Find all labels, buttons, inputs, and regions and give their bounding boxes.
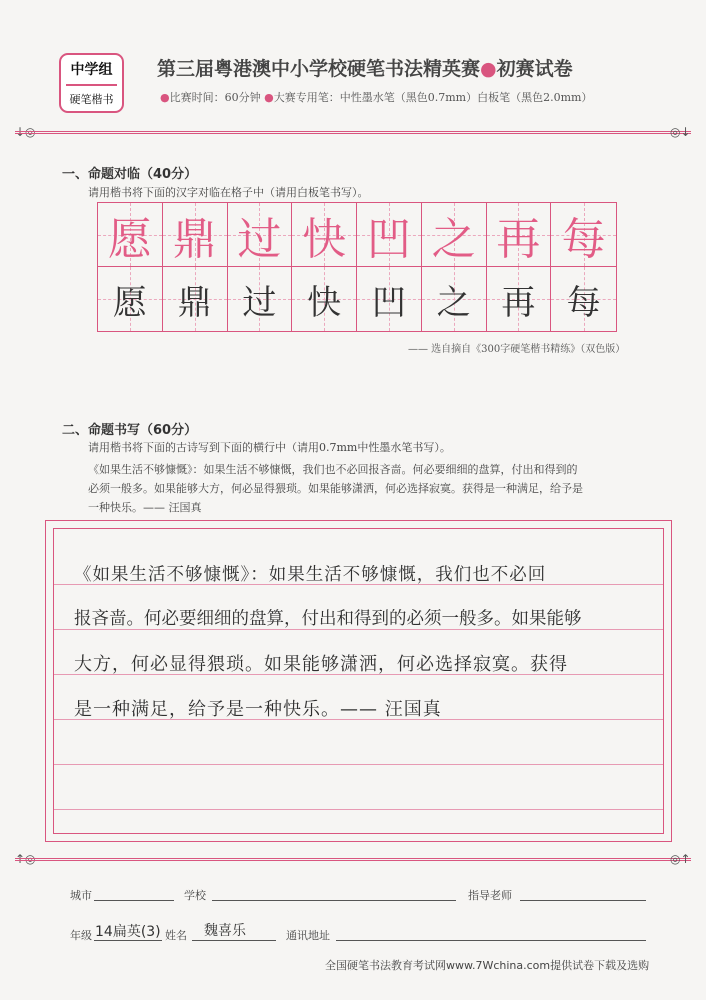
- model-char-cell: [357, 203, 422, 267]
- writing-cell[interactable]: [163, 267, 228, 331]
- exam-title-main: 第三届粤港澳中小学校硬笔书法精英赛: [157, 58, 481, 80]
- poem-text: [88, 460, 668, 517]
- writing-cell[interactable]: [292, 267, 357, 331]
- name-label: 姓名: [165, 929, 187, 942]
- model-char-cell: [98, 203, 163, 267]
- title-dot: ●: [480, 58, 497, 80]
- model-char-cell: [551, 203, 616, 267]
- model-char-cell: [228, 203, 293, 267]
- exam-title-suffix: 初赛试卷: [496, 58, 573, 80]
- handwritten-char: 再: [501, 282, 536, 323]
- model-char: 快: [302, 213, 347, 265]
- writing-cell[interactable]: [422, 267, 487, 331]
- model-char: 再: [496, 213, 541, 265]
- model-char-cell: [292, 203, 357, 267]
- address-field[interactable]: [336, 940, 646, 941]
- handwritten-line: 《如果生活不够慷慨》：如果生活不够慷慨，我们也不必回: [74, 565, 547, 585]
- section1-instruction: 请用楷书将下面的汉字对临在格子中（请用白板笔书写）。: [88, 186, 369, 199]
- poem-line: 《如果生活不够慷慨》：如果生活不够慷慨，我们也不必回报吝啬。何必要细细的盘算，付出和得到的: [88, 463, 578, 476]
- model-char: 鼎: [172, 213, 217, 265]
- address-label: 通讯地址: [286, 929, 330, 942]
- section2-title: 二、命题书写（60分）: [62, 423, 198, 438]
- writing-cell[interactable]: [357, 267, 422, 331]
- handwritten-char: 鼎: [177, 282, 212, 323]
- model-char: 过: [237, 213, 282, 265]
- ruled-line: [54, 764, 663, 765]
- ornament-right-icon: ◎↓: [670, 125, 691, 139]
- ornament-right-bottom-icon: ◎↑: [670, 852, 691, 866]
- group-badge: [59, 53, 124, 113]
- handwritten-line: 大方，何必显得猥琐。如果能够潇洒，何必选择寂寞。获得: [74, 654, 568, 675]
- model-char-cell: [487, 203, 552, 267]
- teacher-label: 指导老师: [468, 889, 512, 902]
- grade-value: 14扁英(3): [95, 924, 161, 940]
- handwritten-char: 每: [566, 282, 601, 323]
- writing-cell[interactable]: [228, 267, 293, 331]
- handwritten-char: 过: [242, 282, 277, 323]
- badge-group-label: 中学组: [70, 62, 113, 78]
- bottom-divider: [15, 858, 691, 861]
- school-field[interactable]: [212, 900, 456, 901]
- writing-cell[interactable]: [487, 267, 552, 331]
- writing-cell[interactable]: [551, 267, 616, 331]
- handwritten-line: 报吝啬。何必要细细的盘算，付出和得到的必须一般多。如果能够: [74, 609, 582, 629]
- bullet-icon: ●: [264, 91, 274, 104]
- grade-label: 年级: [70, 929, 92, 942]
- handwritten-char: 愿: [112, 282, 147, 323]
- ruled-line: [54, 809, 663, 810]
- ornament-left-bottom-icon: ↑◎: [15, 852, 36, 866]
- badge-category-label: 硬笔楷书: [69, 93, 114, 106]
- footer-text: 全国硬笔书法教育考试网www.7Wchina.com提供试卷下载及选购: [325, 959, 650, 972]
- model-char: 愿: [107, 213, 152, 265]
- city-label: 城市: [70, 889, 92, 902]
- top-divider: [15, 131, 691, 134]
- copy-grid: [97, 202, 617, 332]
- exam-time: 比赛时间：60分钟: [169, 91, 261, 104]
- model-char: 之: [431, 213, 476, 265]
- ornament-left-icon: ↓◎: [15, 125, 36, 139]
- writing-box[interactable]: [45, 520, 672, 842]
- model-char: 凹: [366, 213, 411, 265]
- name-field[interactable]: [192, 940, 276, 941]
- exam-pen: 大赛专用笔：中性墨水笔（黑色0.7mm）白板笔（黑色2.0mm）: [273, 91, 593, 104]
- handwritten-char: 快: [307, 282, 342, 323]
- model-char-cell: [163, 203, 228, 267]
- model-char: 每: [561, 213, 606, 265]
- school-label: 学校: [184, 889, 206, 902]
- poem-line: 必须一般多。如果能够大方，何必显得猥琐。如果能够潇洒，何必选择寂寞。获得是一种满足，给予是: [88, 482, 583, 495]
- writing-cell[interactable]: [98, 267, 163, 331]
- bullet-icon: ●: [160, 91, 170, 104]
- name-value: 魏喜乐: [204, 923, 246, 939]
- handwritten-char: 凹: [371, 282, 406, 323]
- section1-title: 一、命题对临（40分）: [62, 167, 198, 182]
- source-citation: —— 选自摘自《300字硬笔楷书精练》（双色版）: [408, 344, 626, 355]
- city-field[interactable]: [94, 900, 174, 901]
- handwritten-line: 是一种满足，给予是一种快乐。—— 汪国真: [74, 699, 442, 720]
- teacher-field[interactable]: [520, 900, 646, 901]
- poem-line: 一种快乐。—— 汪国真: [88, 501, 202, 514]
- grade-field[interactable]: [94, 940, 162, 941]
- handwritten-char: 之: [436, 282, 471, 323]
- section2-instruction: 请用楷书将下面的古诗写到下面的横行中（请用0.7mm中性墨水笔书写）。: [88, 441, 451, 454]
- model-char-cell: [422, 203, 487, 267]
- exam-title: [157, 54, 573, 81]
- exam-info-line: [160, 89, 592, 105]
- badge-divider: [66, 84, 117, 86]
